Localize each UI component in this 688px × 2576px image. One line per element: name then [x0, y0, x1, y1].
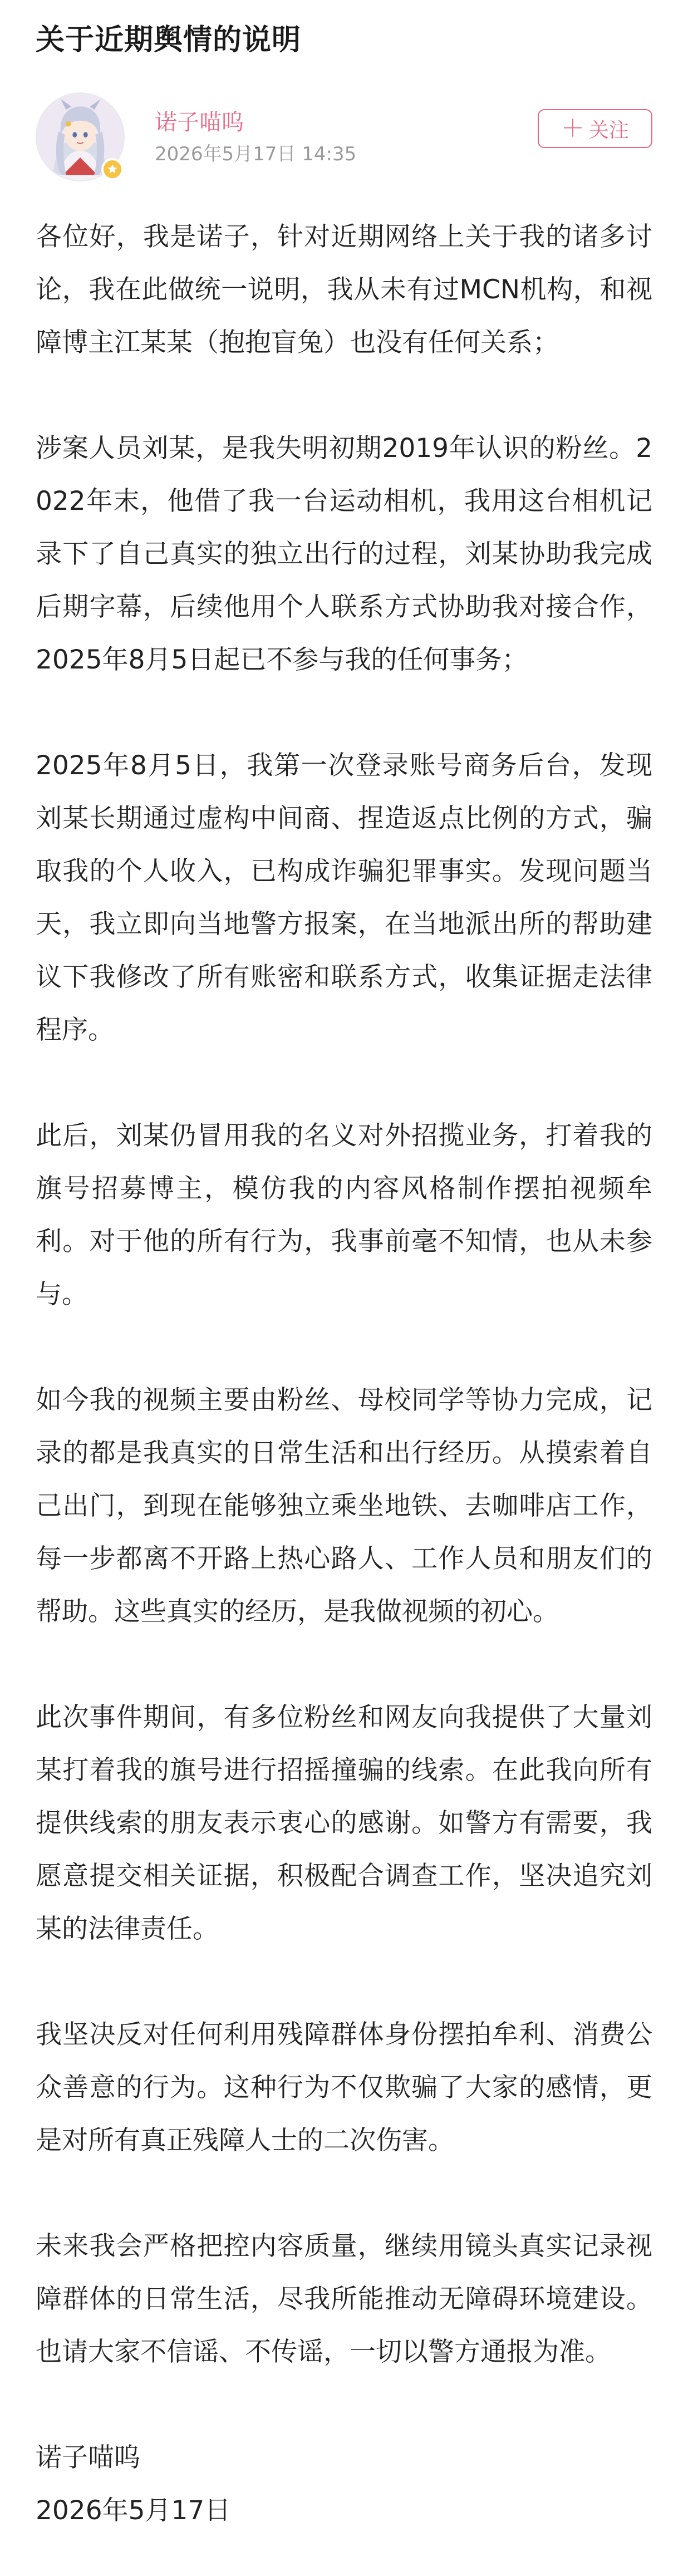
- signature: [36, 2431, 652, 2537]
- plus-icon: ＋: [561, 115, 584, 142]
- author-row: [36, 92, 652, 187]
- paragraph: 2025年8月5日，我第一次登录账号商务后台，发现刘某长期通过虚构中间商、捏造返点比例的方式，骗取我的个人收入，已构成诈骗犯罪事实。发现问题当天，我立即向当地警方报案，在当地派出所的帮助建议下我修改了所有账密和联系方式，收集证据走法律程序。: [36, 750, 652, 1045]
- article-body: [36, 210, 652, 2537]
- verified-badge-icon: [101, 158, 124, 180]
- paragraph: 我坚决反对任何利用残障群体身份摆拍牟利、消费公众善意的行为。这种行为不仅欺骗了大家的感情，更是对所有真正残障人士的二次伤害。: [36, 2019, 652, 2156]
- follow-button[interactable]: [538, 109, 652, 148]
- paragraph: 如今我的视频主要由粉丝、母校同学等协力完成，记录的都是我真实的日常生活和出行经历。从摸索着自己出门，到现在能够独立乘坐地铁、去咖啡店工作，每一步都离不开路上热心路人、工作人员和朋友们的帮助。这些真实的经历，是我做视频的初心。: [36, 1385, 652, 1627]
- follow-button-label: 关注: [589, 119, 630, 142]
- paragraph: 未来我会严格把控内容质量，继续用镜头真实记录视障群体的日常生活，尽我所能推动无障碍环境建设。也请大家不信谣、不传谣，一切以警方通报为准。: [36, 2231, 652, 2367]
- article-title: 关于近期舆情的说明: [36, 23, 302, 57]
- paragraph: 此后，刘某仍冒用我的名义对外招揽业务，打着我的旗号招募博主，模仿我的内容风格制作摆拍视频牟利。对于他的所有行为，我事前毫不知情，也从未参与。: [36, 1120, 652, 1310]
- post-timestamp: 2026年5月17日 14:35: [155, 143, 357, 165]
- paragraph: 涉案人员刘某，是我失明初期2019年认识的粉丝。2022年末，他借了我一台运动相机，我用这台相机记录下了自己真实的独立出行的过程，刘某协助我完成后期字幕，后续他用个人联系方式协助我对接合作，2025年8月5日起已不参与我的任何事务；: [36, 433, 652, 675]
- signature-name: 诺子喵呜: [36, 2442, 140, 2473]
- paragraph: 各位好，我是诺子，针对近期网络上关于我的诸多讨论，我在此做统一说明，我从未有过MCN机构，和视障博主江某某（抱抱盲兔）也没有任何关系；: [36, 222, 652, 358]
- author-name[interactable]: 诺子喵呜: [155, 110, 244, 135]
- signature-date: 2026年5月17日: [36, 2495, 231, 2526]
- paragraph: 此次事件期间，有多位粉丝和网友向我提供了大量刘某打着我的旗号进行招摇撞骗的线索。在此我向所有提供线索的朋友表示衷心的感谢。如警方有需要，我愿意提交相关证据，积极配合调查工作，坚决追究刘某的法律责任。: [36, 1702, 652, 1944]
